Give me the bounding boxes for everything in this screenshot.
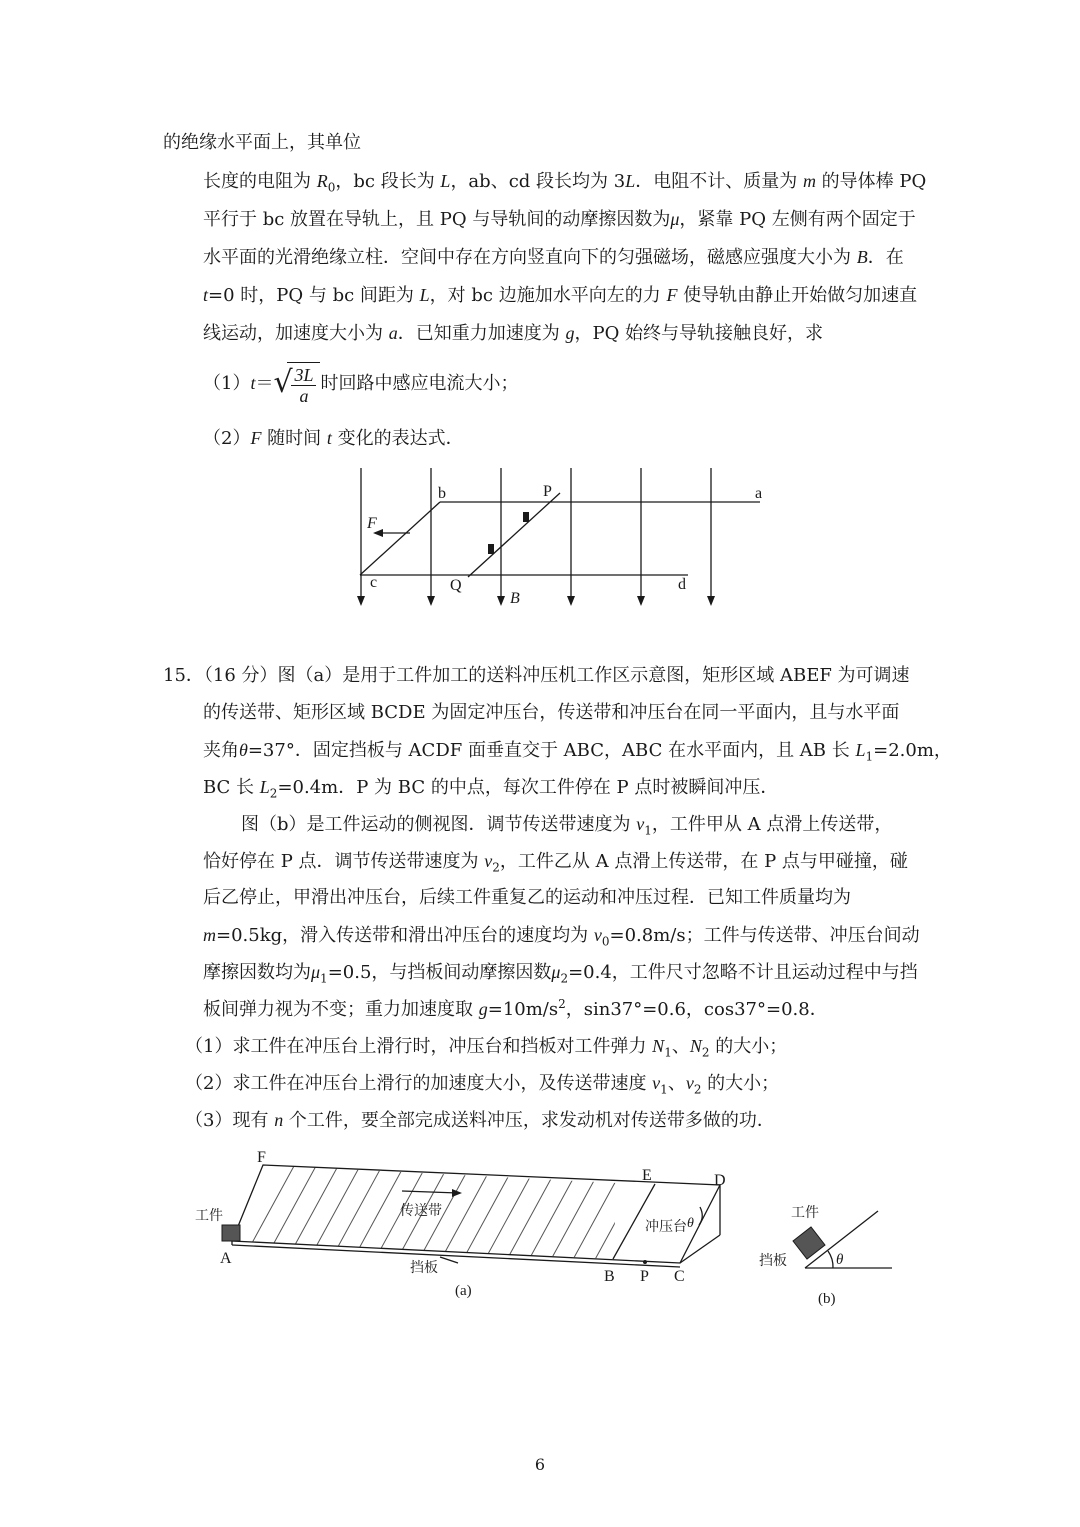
q15-line-6: 恰好停在 P 点．调节传送带速度为 $v_2$，工件乙从 A 点滑上传送带，在 P 点与甲碰撞，碰 bbox=[203, 851, 908, 875]
label-workpiece-b: 工件 bbox=[791, 1206, 819, 1221]
q15-line-4: BC 长 $L_2=0.4m$．P 为 BC 的中点，每次工件停在 P 点时被瞬间冲压． bbox=[203, 777, 779, 801]
field-arrowhead bbox=[357, 596, 365, 606]
q15-line-9: 摩擦因数均为$\mu_1=0.5$，与挡板间动摩擦因数$\mu_2=0.4$，工件尺寸忽略不计且运动过程中与挡 bbox=[203, 962, 918, 986]
label-q: Q bbox=[450, 577, 462, 594]
point-p-dot bbox=[643, 1260, 647, 1264]
baffle-strip bbox=[232, 1245, 680, 1267]
field-arrowhead bbox=[637, 596, 645, 606]
label-c: C bbox=[674, 1268, 685, 1285]
theta-arc bbox=[699, 1207, 702, 1225]
q15-sub-2: （2）求工件在冲压台上滑行的加速度大小，及传送带速度 $v_1$、$v_2$ 的大小； bbox=[185, 1073, 780, 1097]
baffle-edge-c bbox=[680, 1235, 720, 1263]
q15-line-10: 板间弹力视为不变；重力加速度取 $g=10m/s^2$，sin37°=0.6，cos37°=0.8． bbox=[203, 997, 828, 1020]
q15-line-8: m=0.5kg，滑入传送带和滑出冲压台的速度均为 $v_0=0.8m/s$；工件与传送带、冲压台间动 bbox=[203, 925, 920, 949]
label-press: 冲压台 bbox=[645, 1220, 687, 1235]
label-theta-b: θ bbox=[836, 1252, 844, 1268]
q14-line-5: 线运动，加速度大小为 a．已知重力加速度为 g，PQ 始终与导轨接触良好，求 bbox=[203, 323, 824, 344]
q15-figure-b bbox=[755, 1195, 895, 1315]
label-belt: 传送带 bbox=[400, 1204, 442, 1219]
workpiece-side-view bbox=[793, 1227, 825, 1259]
label-workpiece: 工件 bbox=[195, 1209, 223, 1224]
field-arrowhead bbox=[567, 596, 575, 606]
label-d: d bbox=[678, 576, 686, 593]
label-e: E bbox=[642, 1167, 652, 1184]
page-number: 6 bbox=[534, 1455, 546, 1474]
q14-sub-1: （1）t＝ √ $\frac{3L}{a}$ 时回路中感应电流大小； bbox=[203, 362, 518, 406]
q15-sub-1: （1）求工件在冲压台上滑行时，冲压台和挡板对工件弹力 $N_1$、$N_2$ 的大小； bbox=[185, 1036, 788, 1060]
figure-b-caption: (b) bbox=[818, 1291, 836, 1307]
label-p: P bbox=[543, 483, 552, 500]
label-f: F bbox=[367, 515, 377, 532]
workpiece bbox=[222, 1225, 240, 1241]
label-f: F bbox=[257, 1149, 266, 1166]
label-baffle: 挡板 bbox=[410, 1261, 438, 1276]
q14-line-2: 平行于 bc 放置在导轨上，且 PQ 与导轨间的动摩擦因数为μ，紧靠 PQ 左侧有两个固定于 bbox=[203, 209, 916, 230]
q14-line-3: 水平面的光滑绝缘立柱．空间中存在方向竖直向下的匀强磁场，磁感应强度大小为 B．在 bbox=[203, 247, 904, 268]
q14-line-4: t=0 时，PQ 与 bc 间距为 L，对 bc 边施加水平向左的力 F 使导轨由静止开始做匀加速直 bbox=[203, 285, 918, 306]
label-b: b bbox=[438, 485, 446, 502]
rod-pq bbox=[468, 493, 560, 577]
q15-figure-a bbox=[190, 1145, 750, 1315]
baffle-pointer bbox=[440, 1257, 458, 1263]
q15-sub-3: （3）现有 n 个工件，要全部完成送料冲压，求发动机对传送带多做的功． bbox=[185, 1110, 775, 1131]
label-b: B bbox=[604, 1268, 615, 1285]
figure-a-caption: (a) bbox=[455, 1283, 472, 1299]
insulating-post bbox=[488, 544, 494, 554]
q14-line-1: 长度的电阻为 $R_0$，bc 段长为 L，ab、cd 段长均为 3L．电阻不计、质量为 m 的导体棒 PQ bbox=[203, 171, 927, 195]
q15-line-3: 夹角θ=37°．固定挡板与 ACDF 面垂直交于 ABC，ABC 在水平面内，且 AB 长 $L_1=2.0m$， bbox=[203, 740, 952, 764]
label-theta: θ bbox=[687, 1216, 694, 1231]
q14-rail-figure bbox=[350, 468, 770, 613]
sqrt-expression: √ $\frac{3L}{a}$ bbox=[273, 362, 320, 406]
label-c: c bbox=[370, 574, 378, 591]
insulating-post bbox=[523, 512, 529, 522]
field-arrowhead bbox=[707, 596, 715, 606]
theta-arc bbox=[828, 1251, 833, 1268]
label-field-b: B bbox=[510, 590, 520, 607]
field-arrowhead bbox=[427, 596, 435, 606]
label-baffle-b: 挡板 bbox=[759, 1254, 787, 1269]
label-a: a bbox=[755, 485, 763, 502]
label-p: P bbox=[640, 1268, 649, 1285]
belt-direction-line bbox=[402, 1191, 458, 1193]
rail-bc bbox=[360, 502, 440, 575]
label-a: A bbox=[220, 1250, 232, 1267]
q14-sub-2: （2）F 随时间 t 变化的表达式． bbox=[203, 428, 464, 449]
q15-line-7: 后乙停止，甲滑出冲压台，后续工件重复乙的运动和冲压过程．已知工件质量均为 bbox=[203, 887, 851, 908]
q15-line-5: 图（b）是工件运动的侧视图．调节传送带速度为 $v_1$，工件甲从 A 点滑上传送带， bbox=[241, 814, 893, 838]
field-arrowhead bbox=[497, 596, 505, 606]
q15-line-1: 15．（16 分）图（a）是用于工件加工的送料冲压机工作区示意图，矩形区域 ABEF 为可调速 bbox=[163, 665, 910, 686]
q14-line-0: 的绝缘水平面上，其单位 bbox=[163, 132, 361, 153]
label-d: D bbox=[714, 1172, 726, 1189]
q15-line-2: 的传送带、矩形区域 BCDE 为固定冲压台，传送带和冲压台在同一平面内，且与水平面 bbox=[203, 702, 900, 723]
